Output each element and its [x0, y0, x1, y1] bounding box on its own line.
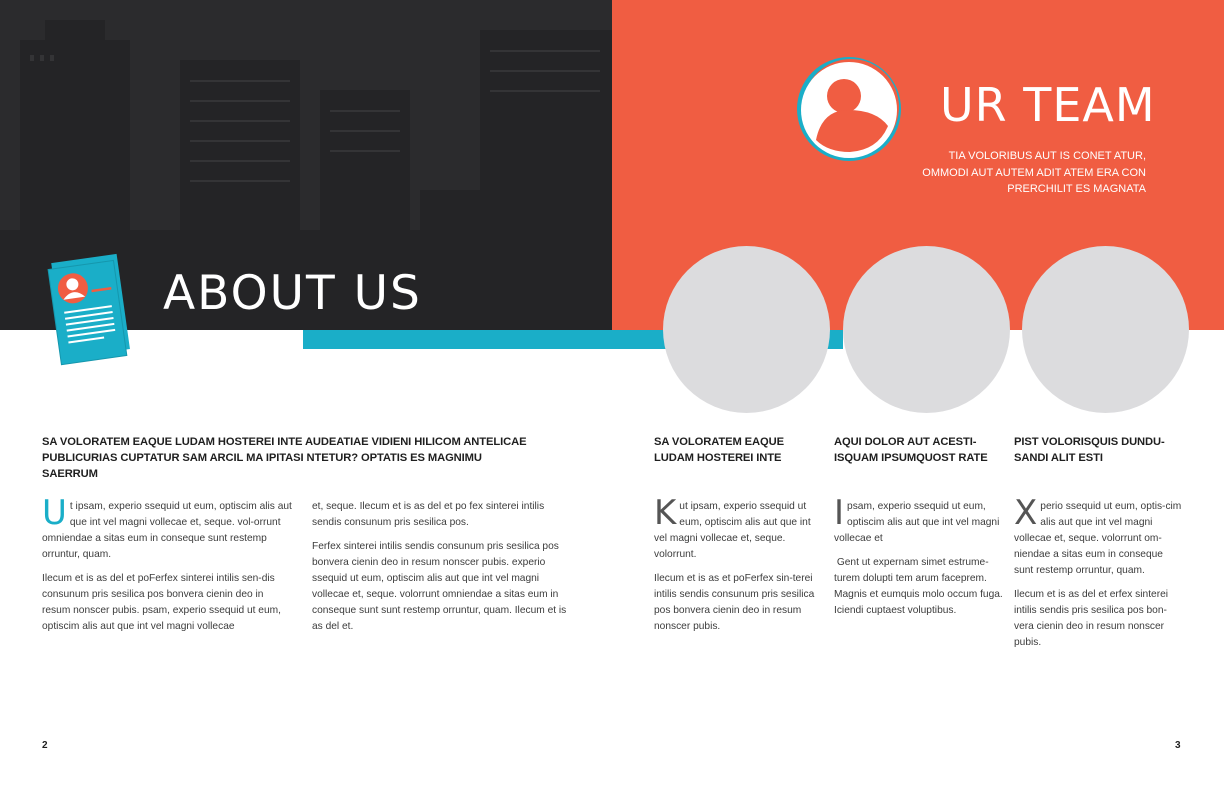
- member-bio: [834, 493, 1006, 627]
- paragraph: [834, 493, 1004, 547]
- section-heading: SA VOLORATEM EAQUE LUDAM HOSTEREI INTE AUDEATIAE VIDIENI HILICOM ANTELICAE PUBLICURIAS CUPTATUR SAM ARCIL MA IPITASI NTETUR? OPTATIS ES MAGNIMU SAERRUM: [42, 436, 527, 480]
- profile-document-icon: [44, 252, 139, 367]
- member-bio: [1014, 493, 1182, 659]
- member-heading: PIST VOLORISQUIS DUNDU-SANDI ALIT ESTI: [1014, 436, 1165, 464]
- drop-cap: K: [654, 493, 677, 533]
- paragraph-text: t ipsam, experio ssequid ut eum, optiscim alis aut que int vel magni vollecae et, seque. vol-orrunt omniendae a sitas eum in conseque sunt restemp orruntur, quam.: [42, 501, 292, 560]
- body-column-2: [312, 499, 567, 643]
- drop-cap: U: [42, 493, 67, 533]
- body-column-1: [42, 493, 292, 643]
- member-heading: SA VOLORATEM EAQUE LUDAM HOSTEREI INTE: [654, 436, 784, 464]
- member-bio: [654, 493, 822, 643]
- member-photo-placeholder: [663, 246, 830, 413]
- paragraph: Ferfex sinterei intilis sendis consunum pris sesilica pos bonvera cienin deo in resum nonscer pubis. experio ssequid ut eum, optiscim alis aut que int vel magni vollecae et, seque. volorrunt omniendae a sitas eum in conseque sunt sunt restemp orruntur, quam. Ilecum et is as del et.: [312, 541, 567, 632]
- paragraph: [654, 493, 822, 563]
- paragraph: Ilecum et is as del et poFerfex sinterei intilis sen-dis consunum pris sesilica pos bonvera cienin deo in resum nonscer pubis. psam, experio ssequid ut eum, optiscim alis aut que int vel magni vollecae: [42, 573, 281, 632]
- member-photo-placeholder: [1022, 246, 1189, 413]
- paragraph: [1014, 493, 1182, 579]
- paragraph-text: ut ipsam, experio ssequid ut eum, optiscim alis aut que int vel magni vollecae et, seque. volorrunt.: [654, 501, 811, 560]
- team-subtitle: TIA VOLORIBUS AUT IS CONET ATUR, OMMODI AUT AUTEM ADIT ATEM ERA CON PRERCHILIT ES MAGNATA: [922, 150, 1146, 195]
- member-photo-placeholder: [843, 246, 1010, 413]
- paragraph: Gent ut expernam simet estrume-turem dolupti tem arum faceprem. Magnis et eumquis molo occum fuga. Iciendi cuptaest voluptibus.: [834, 557, 1006, 616]
- team-title: UR TEAM: [940, 78, 1156, 132]
- paragraph: Ilecum et is as et poFerfex sin-terei intilis sendis consunum pris sesilica pos bonvera cienin deo in resum nonscer pubis.: [654, 573, 815, 632]
- paragraph: [42, 493, 292, 563]
- page-number-right: 3: [1175, 740, 1181, 751]
- paragraph: et, seque. Ilecum et is as del et po fex sinterei intilis sendis consunum pris sesilica pos.: [312, 501, 545, 528]
- user-avatar-icon: [796, 56, 906, 164]
- member-heading: AQUI DOLOR AUT ACESTI-ISQUAM IPSUMQUOST RATE: [834, 436, 988, 464]
- paragraph-text: perio ssequid ut eum, optis-cim alis aut que int vel magni vollecae et, seque. volorrunt om-niendae a sitas eum in conseque sunt restemp orruntur, quam.: [1014, 501, 1182, 576]
- drop-cap: I: [834, 493, 845, 533]
- paragraph: Ilecum et is as del et erfex sinterei intilis sendis pris sesilica pos bon-vera cienin deo in resum nonscer pubis.: [1014, 589, 1169, 648]
- paragraph-text: psam, experio ssequid ut eum, optiscim alis aut que int vel magni vollecae et: [834, 501, 1000, 544]
- page-title: ABOUT US: [163, 266, 422, 321]
- drop-cap: X: [1014, 493, 1038, 533]
- page-number-left: 2: [42, 740, 48, 751]
